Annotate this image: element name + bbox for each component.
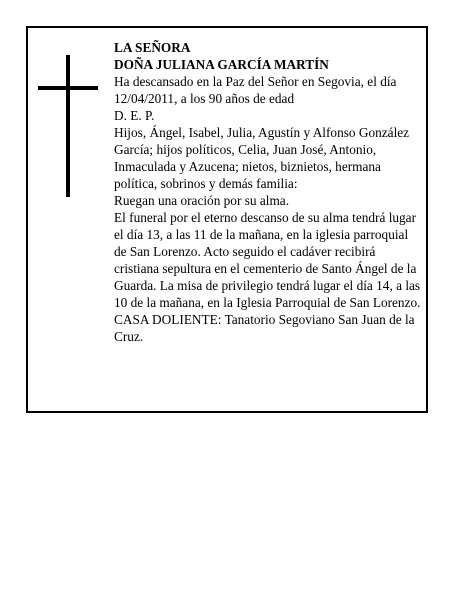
cross-horizontal-bar bbox=[38, 86, 98, 90]
prayer-request: Ruegan una oración por su alma. bbox=[114, 193, 290, 208]
funeral-details: El funeral por el eterno descanso de su alma tendrá lugar el día 13, a las 11 de la mañana, en la iglesia parroquial de San Lorenzo. Acto seguido el cadáver recibirá cristiana sepultura en el cementerio de Santo Ángel de la Guarda. La misa de privilegio tendrá lugar el día 14, a las 10 de la mañana, en la Iglesia Parroquial de San Lorenzo. bbox=[114, 210, 421, 310]
death-announcement: Ha descansado en la Paz del Señor en Segovia, el día 12/04/2011, a los 90 años de edad bbox=[114, 74, 397, 106]
obituary-notice bbox=[26, 26, 428, 413]
rip-abbreviation: D. E. P. bbox=[114, 108, 155, 123]
deceased-name: DOÑA JULIANA GARCÍA MARTÍN bbox=[114, 57, 329, 72]
cross-icon bbox=[38, 55, 98, 197]
notice-title: LA SEÑORA bbox=[114, 40, 191, 55]
mourning-house: CASA DOLIENTE: Tanatorio Segoviano San Juan de la Cruz. bbox=[114, 312, 415, 344]
obituary-text bbox=[114, 39, 422, 345]
family-members: Hijos, Ángel, Isabel, Julia, Agustín y Alfonso González García; hijos políticos, Celia, Juan José, Antonio, Inmaculada y Azucena; nietos, biznietos, hermana política, sobrinos y demás familia: bbox=[114, 125, 410, 191]
cross-vertical-bar bbox=[66, 55, 70, 197]
